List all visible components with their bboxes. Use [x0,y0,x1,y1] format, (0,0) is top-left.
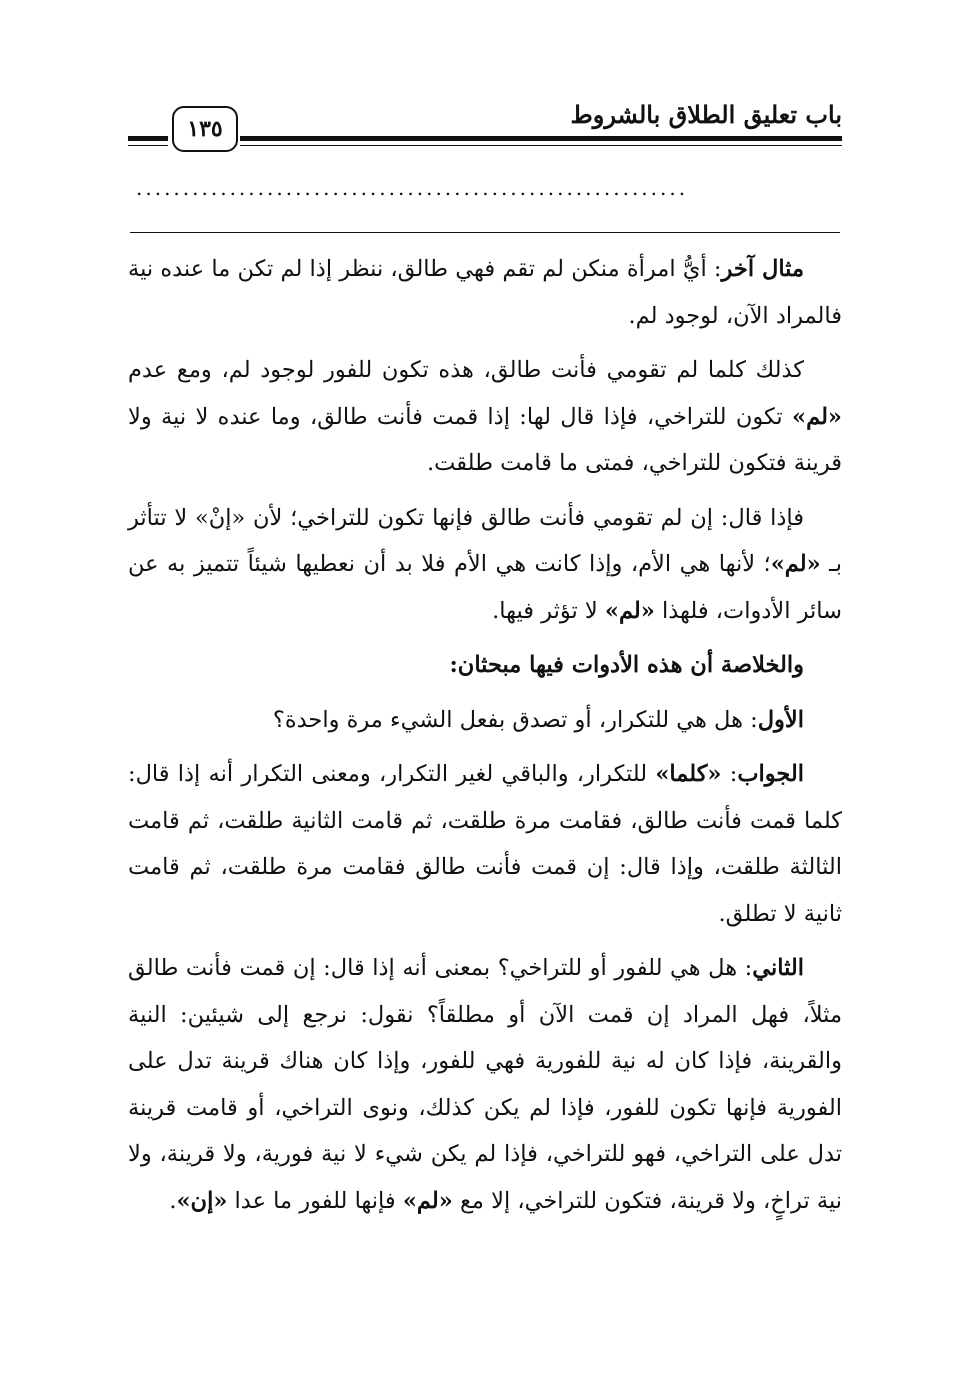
keyword: «إن» [176,1187,228,1214]
paragraph-lead: الأول [757,706,804,733]
paragraph-6 [128,751,842,937]
paragraph-lead: الثاني [752,955,804,981]
paragraph-lead: الجواب [737,761,804,787]
header-rule-left-thick [128,136,168,141]
paragraph-text: فإذا قال: إن لم تقومي فأنت طالق فإنها تكون للتراخي؛ لأن «إنْ» لا تتأثر بـ [128,504,842,577]
page-body [128,246,842,1232]
keyword: «لم» [402,1187,453,1214]
dotted-separator: ........................................................... [136,178,689,198]
paragraph-lead: مثال آخر [721,256,805,282]
paragraph-4 [128,642,842,689]
paragraph-text: : هل هي للفور أو للتراخي؟ بمعنى أنه إذا قال: إن قمت فأنت طالق مثلاً، فهل المراد إن قمت الآن أو مطلقاً؟ نقول: نرجع إلى شيئين: النية والقرينة، فإذا كان له نية للفورية فهي للفور، وإذا كان هناك قرينة تدل على الفورية فإنها تكون للفور، فإذا لم يكن كذلك، ونوى التراخي، أو قامت قرينة تدل على التراخي، فهو للتراخي، فإذا لم يكن شيء لا نية فورية، ولا قرينة، ولا نية تراخٍ، ولا قرينة، فتكون للتراخي، إلا مع [128,955,842,1214]
header-rule-thin [240,145,842,146]
paragraph-3 [128,495,842,635]
header-rule-left-thin [128,145,168,146]
paragraph-text: ؛ لأنها هي الأم، وإذا كانت هي الأم فلا بد أن نعطيها شيئاً تتميز به عن سائر الأدوات، فلهذا [128,551,842,624]
paragraph-5 [128,697,842,744]
keyword: «لم» [770,551,821,577]
keyword: «لم» [792,403,842,430]
paragraph-text: : [721,761,738,787]
paragraph-text: للتكرار، والباقي لغير التكرار، ومعنى التكرار أنه إذا قال: كلما قمت فأنت طالق، فقامت مرة طلقت، ثم قامت الثانية طلقت، ثم قامت الثالثة طلقت، وإذا قال: إن قمت فأنت طالق فقامت مرة طلقت، ثم قامت ثانية لا تطلق. [128,761,842,927]
keyword: «كلما» [655,761,722,787]
running-title: باب تعليق الطلاق بالشروط [570,100,842,129]
paragraph-text: كذلك كلما لم تقومي فأنت طالق، هذه تكون للفور لوجود لم، ومع عدم [128,357,804,383]
paragraph-7 [128,945,842,1224]
header-rule-thick [240,136,842,141]
keyword: «لم» [604,597,655,624]
paragraph-text: : أيُّ امرأة منكن لم تقم فهي طالق، ننظر إذا لم تكن ما عنده نية فالمراد الآن، لوجود لم. [128,256,842,329]
paragraph-text: لا تؤثر فيها. [492,597,605,624]
paragraph-1 [128,246,842,339]
paragraph-text: . [169,1187,177,1214]
paragraph-text: تكون للتراخي، فإذا قال لها: إذا قمت فأنت طالق، وما عنده لا نية ولا قرينة فتكون للتراخي، فمتى ما قامت طلقت. [128,403,842,476]
summary-heading: والخلاصة أن هذه الأدوات فيها مبحثان: [449,652,804,678]
page-number: ١٣٥ [172,106,238,152]
paragraph-2 [128,347,842,487]
page-header [128,96,842,156]
paragraph-text: : هل هي للتكرار، أو تصدق بفعل الشيء مرة واحدة؟ [272,706,758,733]
separator-rule [130,232,840,233]
paragraph-text: فإنها للفور ما عدا [227,1187,403,1214]
